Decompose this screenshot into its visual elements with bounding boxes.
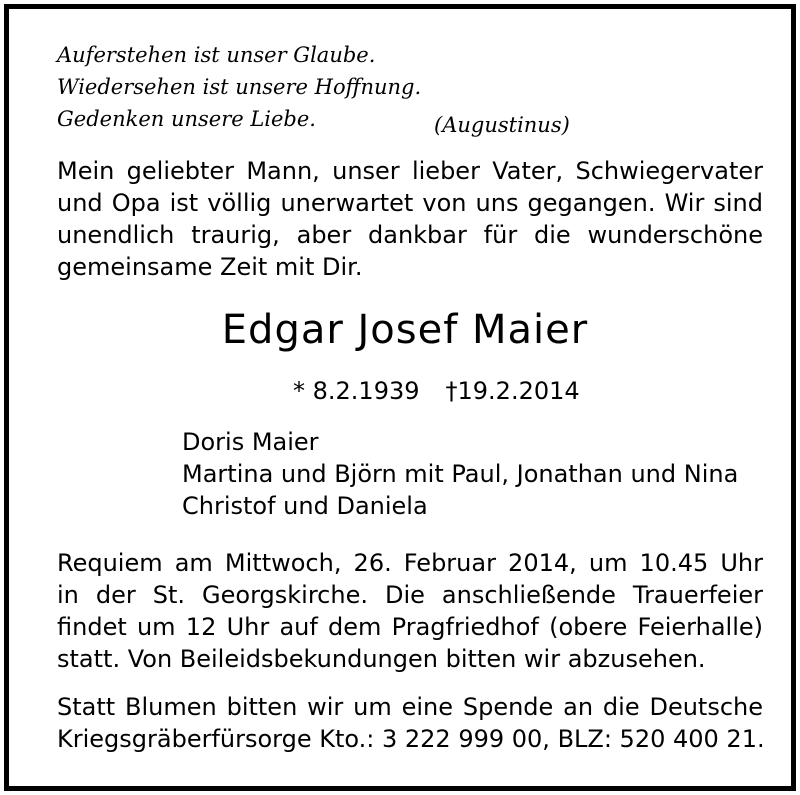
death-date: †19.2.2014	[445, 377, 580, 405]
service-line-3: findet um 12 Uhr auf dem Pragfriedhof (obere Feierhalle)	[57, 613, 763, 641]
epigraph-line-3: Gedenken unsere Liebe.	[57, 107, 316, 131]
service-line-1: Requiem am Mittwoch, 26. Februar 2014, um 10.45 Uhr	[57, 549, 763, 577]
intro-line-1: Mein geliebter Mann, unser lieber Vater, Schwiegervater	[57, 157, 763, 185]
life-dates	[293, 375, 580, 407]
birth-date: * 8.2.1939	[293, 377, 420, 405]
intro-line-4: gemeinsame Zeit mit Dir.	[57, 253, 363, 281]
service-line-2: in der St. Georgskirche. Die anschließende Trauerfeier	[57, 581, 763, 609]
mourner-line-2: Martina und Björn mit Paul, Jonathan und Nina	[182, 460, 739, 488]
service-line-4: statt. Von Beileidsbekundungen bitten wir abzusehen.	[57, 645, 706, 673]
mourner-line-3: Christof und Daniela	[182, 492, 428, 520]
donation-line-2: Kriegsgräberfürsorge Kto.: 3 222 999 00, BLZ: 520 400 21.	[57, 725, 765, 753]
epigraph-line-1: Auferstehen ist unser Glaube.	[57, 43, 376, 67]
mourner-line-1: Doris Maier	[182, 428, 319, 456]
epigraph-attribution: (Augustinus)	[434, 113, 570, 137]
intro-line-2: und Opa ist völlig unerwartet von uns gegangen. Wir sind	[57, 189, 763, 217]
deceased-name: Edgar Josef Maier	[221, 307, 589, 353]
obituary-notice	[4, 4, 796, 791]
intro-line-3: unendlich traurig, aber dankbar für die wunderschöne	[57, 221, 763, 249]
epigraph-line-2: Wiedersehen ist unsere Hoffnung.	[57, 75, 422, 99]
donation-line-1: Statt Blumen bitten wir um eine Spende an die Deutsche	[57, 693, 763, 721]
